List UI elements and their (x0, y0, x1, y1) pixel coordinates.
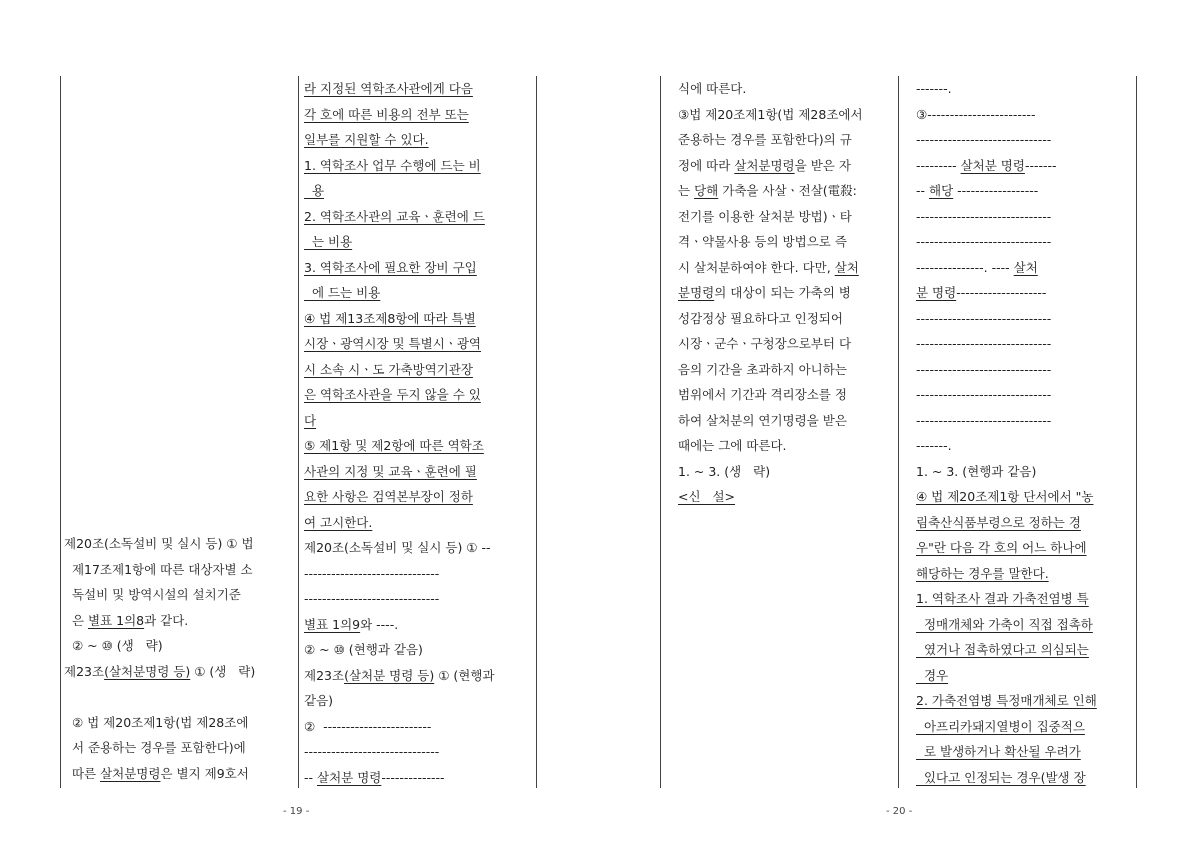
underlined-text: 살처분 명령 (317, 769, 382, 785)
line-text: ---------------. ---- (916, 259, 1014, 275)
underlined-text: 각 호에 따른 비용의 전부 또는 (304, 106, 469, 122)
text-line (678, 127, 896, 153)
text-line (304, 459, 534, 485)
text-line (304, 484, 534, 510)
text-line (916, 255, 1134, 281)
line-text: 전기를 이용한 살처분 방법)ㆍ타 (678, 208, 852, 224)
line-text: 1. ~ 3. (생 략) (678, 463, 771, 479)
text-line (916, 688, 1134, 714)
underlined-text: 여 고시한다. (304, 514, 373, 530)
line-text: ------------------------------ (916, 361, 1052, 377)
underlined-text: 였거나 접촉하였다고 의심되는 (916, 642, 1089, 657)
line-text-rest: 가축을 사살ㆍ전살(電殺: (718, 183, 857, 198)
text-line (678, 76, 896, 102)
underlined-text: ⑤ 제1항 및 제2항에 따른 역학조 (304, 438, 484, 453)
page-20 (600, 0, 1200, 848)
line-text: 준용하는 경우를 포함한다)의 규 (678, 132, 852, 147)
text-line (304, 76, 534, 102)
line-text: ------------------------------ (304, 744, 440, 759)
text-line (916, 102, 1134, 128)
line-text: 따른 (64, 765, 101, 781)
text-line (678, 102, 896, 128)
current-law-column (678, 76, 896, 510)
line-text: ② ~ ⑩ (현행과 같음) (304, 642, 423, 657)
text-line (916, 153, 1134, 179)
text-line (64, 531, 296, 557)
text-line (304, 535, 534, 561)
text-line (916, 382, 1134, 408)
line-text: -- (916, 183, 929, 198)
text-line (304, 739, 534, 765)
line-text: 시 살처분하여야 한다. 다만, (678, 259, 835, 275)
text-line (304, 714, 534, 740)
line-text: 때에는 그에 따른다. (678, 438, 787, 453)
text-line (304, 765, 534, 791)
text-line (304, 688, 534, 714)
underlined-text: 우"란 다음 각 호의 어느 하나에 (916, 540, 1087, 555)
line-text-rest: -------------------- (956, 285, 1047, 300)
text-line (916, 357, 1134, 383)
text-line (678, 280, 896, 306)
text-line (304, 331, 534, 357)
line-text: ③------------------------ (916, 106, 1036, 122)
text-line (678, 178, 896, 204)
line-text-rest: ① (현행과 (434, 667, 495, 683)
line-text: 제23조 (304, 667, 345, 683)
line-text: 제20조(소독설비 및 실시 등) ① -- (304, 540, 491, 555)
text-line (304, 510, 534, 536)
text-line (916, 586, 1134, 612)
underlined-text: 해당하는 경우를 말한다. (916, 565, 1049, 581)
text-line (916, 229, 1134, 255)
text-line (304, 382, 534, 408)
text-line (304, 306, 534, 332)
line-text-rest: ------------------ (953, 183, 1039, 198)
line-text: ② ~ ⑩ (생 략) (64, 638, 163, 653)
page-number: - 19 - (283, 806, 310, 817)
text-line (916, 612, 1134, 638)
line-text-rest: 와 ----. (360, 616, 399, 632)
text-line (304, 178, 534, 204)
text-line (678, 306, 896, 332)
underlined-text: 사관의 지정 및 교육ㆍ훈련에 필 (304, 463, 477, 479)
line-text: ------------------------------ (916, 412, 1052, 428)
text-line (678, 459, 896, 485)
text-line (304, 127, 534, 153)
text-line (916, 561, 1134, 587)
line-text (64, 689, 68, 704)
underlined-text: 용 (304, 183, 325, 198)
underlined-text: 경우 (916, 667, 949, 683)
underlined-text: 시 소속 시ㆍ도 가축방역기관장 (304, 361, 473, 377)
underlined-text: 별표 1의9 (304, 616, 361, 632)
text-line (916, 510, 1134, 536)
text-line (678, 331, 896, 357)
page-number: - 20 - (886, 806, 913, 817)
underlined-text: 살처분 명령 (960, 157, 1025, 173)
text-line (916, 204, 1134, 230)
text-line (916, 535, 1134, 561)
line-text: 성감정상 필요하다고 인정되어 (678, 310, 843, 326)
text-line (916, 280, 1134, 306)
text-line (678, 255, 896, 281)
text-line (916, 663, 1134, 689)
underlined-text: 아프리카돼지열병이 집중적으 (916, 718, 1085, 734)
underlined-text: 2. 가축전염병 특정매개체로 인해 (916, 693, 1097, 708)
text-line (916, 408, 1134, 434)
line-text: 정에 따라 (678, 157, 735, 173)
underlined-text: 에 드는 비용 (304, 285, 381, 300)
table-border-right (1136, 76, 1137, 788)
text-line (916, 127, 1134, 153)
text-line (304, 153, 534, 179)
line-text: 시장ㆍ군수ㆍ구청장으로부터 다 (678, 336, 852, 351)
line-text-rest: 을 받은 자 (794, 157, 851, 173)
line-text: ② ------------------------ (304, 718, 432, 734)
text-line (916, 637, 1134, 663)
underlined-text: 3. 역학조사에 필요한 장비 구입 (304, 259, 477, 275)
underlined-text: 해당 (929, 183, 954, 198)
text-line (916, 484, 1134, 510)
underlined-text: 시장ㆍ광역시장 및 특별시ㆍ광역 (304, 336, 481, 351)
text-line (304, 433, 534, 459)
text-line (678, 357, 896, 383)
line-text: -------. (916, 438, 952, 453)
underlined-text: 일부를 지원할 수 있다. (304, 132, 429, 147)
text-line (916, 306, 1134, 332)
table-border-left (60, 76, 61, 788)
line-text: ------------------------------ (916, 234, 1052, 249)
underlined-text: 있다고 인정되는 경우(발생 장 (916, 769, 1086, 785)
line-text: ------------------------------ (916, 387, 1052, 402)
line-text-rest: -------------- (381, 769, 445, 785)
underlined-text: 살처 (834, 259, 859, 275)
line-text: ------------------------------ (916, 336, 1052, 351)
text-line (64, 710, 296, 736)
underlined-text: 살처분명령 (734, 157, 795, 173)
line-text: ② 법 제20조제1항(법 제28조에 (64, 714, 249, 730)
text-line (678, 382, 896, 408)
text-line (916, 331, 1134, 357)
table-border-middle (898, 76, 899, 788)
underlined-text: 살처 (1013, 259, 1038, 275)
line-text-rest: 의 대상이 되는 가축의 병 (714, 285, 851, 300)
text-line (678, 433, 896, 459)
line-text: ------------------------------ (916, 132, 1052, 147)
underlined-text: 요한 사항은 검역본부장이 정하 (304, 489, 473, 504)
text-line (304, 561, 534, 587)
text-line (64, 582, 296, 608)
underlined-text: 별표 1의8 (88, 612, 145, 628)
text-line (64, 761, 296, 787)
line-text-rest: ① (생 략) (190, 663, 256, 679)
line-text: 범위에서 기간과 격리장소를 정 (678, 387, 847, 402)
underlined-text: 은 역학조사관을 두지 않을 수 있 (304, 387, 481, 402)
text-line (678, 153, 896, 179)
underlined-text: ④ 법 제13조제8항에 따라 특별 (304, 310, 476, 326)
table-border-right (536, 76, 537, 788)
table-border-middle (298, 76, 299, 788)
text-line (916, 76, 1134, 102)
text-line (916, 178, 1134, 204)
underlined-text: 2. 역학조사관의 교육ㆍ훈련에 드 (304, 208, 485, 224)
underlined-text: 분 명령 (916, 285, 957, 300)
underlined-text: (살처분명령 등) (104, 663, 191, 679)
text-line (64, 684, 296, 710)
text-line (916, 765, 1134, 791)
underlined-text: 림축산식품부령으로 정하는 경 (916, 514, 1081, 530)
text-line (304, 586, 534, 612)
line-text: ------------------------------ (304, 565, 440, 581)
line-text: 음의 기간을 초과하지 아니하는 (678, 361, 847, 377)
underlined-text: 1. 역학조사 업무 수행에 드는 비 (304, 157, 481, 173)
text-line (678, 408, 896, 434)
underlined-text: 살처분명령 (100, 765, 161, 781)
text-line (64, 633, 296, 659)
text-line (304, 612, 534, 638)
line-text: 하여 살처분의 연기명령을 받은 (678, 412, 847, 428)
text-line (916, 739, 1134, 765)
line-text: ------------------------------ (916, 208, 1052, 224)
line-text: 같음) (304, 693, 334, 708)
line-text-rest: 은 별지 제9호서 (160, 765, 249, 781)
text-line (64, 735, 296, 761)
line-text: 는 (678, 183, 695, 198)
text-line (678, 484, 896, 510)
underlined-text: 다 (304, 412, 317, 428)
line-text: ------------------------------ (916, 310, 1052, 326)
text-line (64, 608, 296, 634)
line-text: -------. (916, 81, 952, 96)
line-text: -- (304, 769, 317, 785)
line-text-rest: ------- (1024, 157, 1057, 173)
line-text: 제23조 (64, 663, 105, 679)
line-text: 제17조제1항에 따른 대상자별 소 (64, 561, 253, 577)
line-text: 제20조(소독설비 및 실시 등) ① 법 (64, 536, 254, 551)
text-line (916, 714, 1134, 740)
text-line (304, 357, 534, 383)
line-text: 서 준용하는 경우를 포함한다)에 (64, 740, 246, 755)
text-line (304, 255, 534, 281)
text-line (304, 280, 534, 306)
underlined-text: 라 지정된 역학조사관에게 다음 (304, 81, 473, 96)
text-line (64, 557, 296, 583)
line-text: ------------------------------ (304, 591, 440, 606)
line-text: 독설비 및 방역시설의 설치기준 (64, 587, 241, 602)
line-text: --------- (916, 157, 961, 173)
line-text-rest: 과 같다. (144, 612, 189, 628)
amendment-column (304, 76, 534, 790)
underlined-text: 1. 역학조사 결과 가축전염병 특 (916, 591, 1089, 606)
line-text: 식에 따른다. (678, 81, 747, 96)
line-text: 은 (64, 612, 88, 628)
line-text: ③법 제20조제1항(법 제28조에서 (678, 106, 863, 122)
text-line (304, 204, 534, 230)
line-text: 격ㆍ약물사용 등의 방법으로 즉 (678, 234, 847, 249)
underlined-text: <신 설> (678, 489, 736, 504)
underlined-text: (살처분 명령 등) (344, 667, 435, 683)
text-line (678, 204, 896, 230)
text-line (304, 663, 534, 689)
underlined-text: ④ 법 제20조제1항 단서에서 "농 (916, 489, 1094, 504)
text-line (304, 408, 534, 434)
text-line (304, 102, 534, 128)
underlined-text: 정매개체와 가축이 직접 접촉하 (916, 616, 1093, 632)
text-line (916, 459, 1134, 485)
text-line (304, 229, 534, 255)
text-line (678, 229, 896, 255)
text-line (304, 637, 534, 663)
current-law-column (64, 531, 296, 786)
underlined-text: 당해 (694, 183, 719, 198)
underlined-text: 는 비용 (304, 234, 353, 249)
line-text: 1. ~ 3. (현행과 같음) (916, 463, 1037, 479)
text-line (64, 659, 296, 685)
table-border-left (660, 76, 661, 788)
text-line (916, 433, 1134, 459)
underlined-text: 로 발생하거나 확산될 우려가 (916, 744, 1081, 759)
underlined-text: 분명령 (678, 285, 715, 300)
amendment-column (916, 76, 1134, 790)
